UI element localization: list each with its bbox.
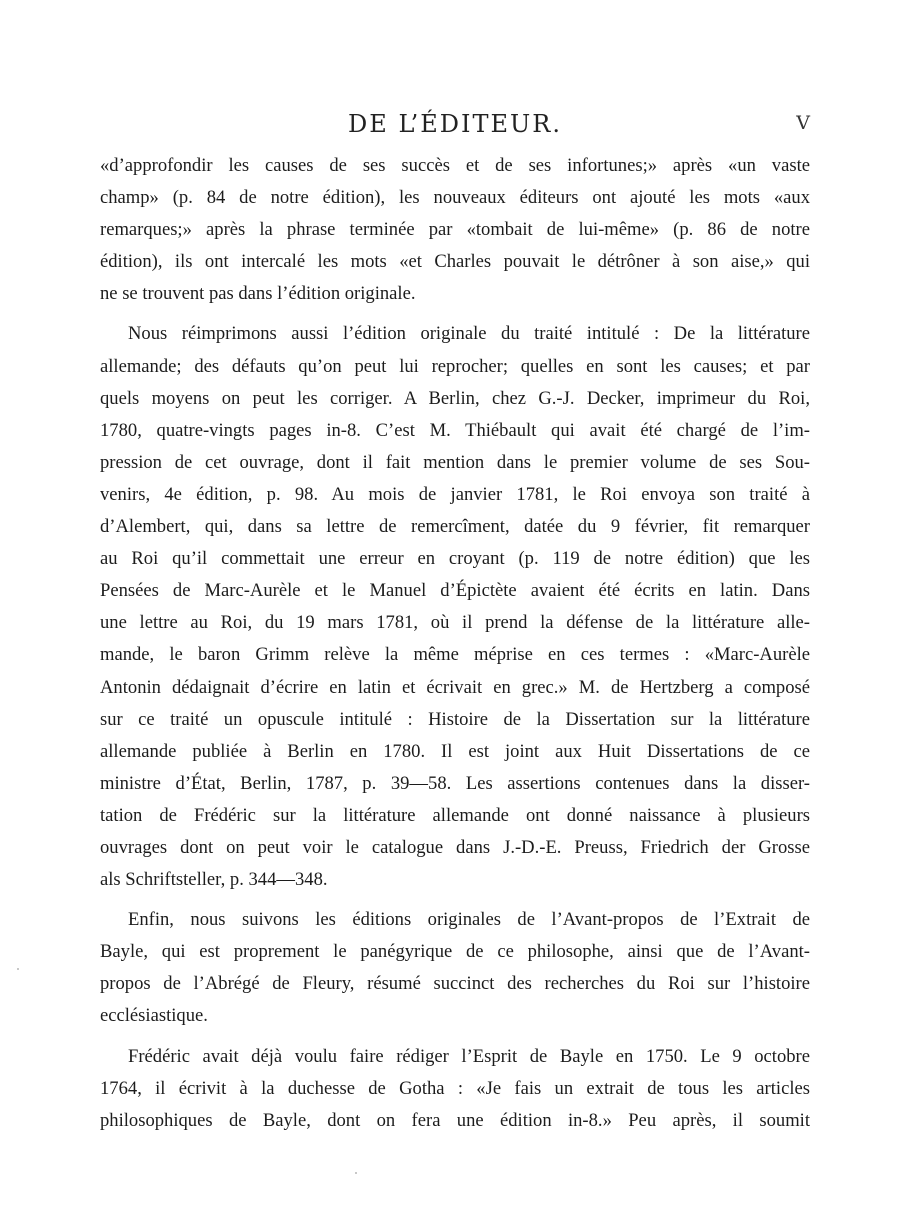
text-line: 1780, quatre-vingts pages in-8. C’est M. Thiébault qui avait été chargé de l’im- — [100, 419, 810, 441]
text-line: Pensées de Marc-Aurèle et le Manuel d’Épictète avaient été écrits en latin. Dans — [100, 580, 810, 602]
text-line: au Roi qu’il commettait une erreur en croyant (p. 119 de notre édition) que les — [100, 548, 810, 570]
text-line: une lettre au Roi, du 19 mars 1781, où il prend la défense de la littérature alle- — [100, 612, 810, 634]
text-line: quels moyens on peut les corriger. A Berlin, chez G.-J. Decker, imprimeur du Roi, — [100, 387, 810, 409]
text-line: allemande publiée à Berlin en 1780. Il est joint aux Huit Dissertations de ce — [100, 740, 810, 762]
margin-speck — [17, 968, 19, 970]
text-line: 1764, il écrivit à la duchesse de Gotha : «Je fais un extrait de tous les articles — [100, 1077, 810, 1099]
text-line: allemande; des défauts qu’on peut lui reprocher; quelles en sont les causes; et par — [100, 355, 810, 377]
text-line: venirs, 4e édition, p. 98. Au mois de janvier 1781, le Roi envoya son traité à — [100, 483, 810, 505]
paragraph — [100, 150, 810, 310]
text-line: Nous réimprimons aussi l’édition originale du traité intitulé : De la littérature — [128, 323, 810, 345]
text-line: Frédéric avait déjà voulu faire rédiger l’Esprit de Bayle en 1750. Le 9 octobre — [128, 1045, 810, 1067]
text-line: ne se trouvent pas dans l’édition originale. — [100, 283, 416, 305]
text-line: Bayle, qui est proprement le panégyrique de ce philosophe, ainsi que de l’Avant- — [100, 941, 810, 963]
text-line: ministre d’État, Berlin, 1787, p. 39—58. Les assertions contenues dans la disser- — [100, 772, 810, 794]
running-head: DE L’ÉDITEUR. — [348, 110, 562, 138]
text-line: «d’approfondir les causes de ses succès et de ses infortunes;» après «un vaste — [100, 155, 810, 176]
text-line: Enfin, nous suivons les éditions originales de l’Avant-propos de l’Extrait de — [128, 909, 810, 931]
body-text — [100, 150, 810, 1137]
page-number: V — [796, 112, 810, 134]
text-line: ecclésiastique. — [100, 1005, 208, 1027]
text-line: tation de Frédéric sur la littérature allemande ont donné naissance à plusieurs — [100, 804, 810, 826]
text-line: sur ce traité un opuscule intitulé : Histoire de la Dissertation sur la littérature — [100, 708, 810, 730]
paragraph — [100, 318, 810, 896]
paragraph — [100, 904, 810, 1032]
text-line: ouvrages dont on peut voir le catalogue dans J.-D.-E. Preuss, Friedrich der Grosse — [100, 836, 810, 858]
text-line: édition), ils ont intercalé les mots «et Charles pouvait le détrôner à son aise,» qui — [100, 251, 810, 273]
text-line: remarques;» après la phrase terminée par «tombait de lui-même» (p. 86 de notre — [100, 219, 810, 241]
text-line: mande, le baron Grimm relève la même méprise en ces termes : «Marc-Aurèle — [100, 644, 810, 666]
text-line: Antonin dédaignait d’écrire en latin et écrivait en grec.» M. de Hertzberg a composé — [100, 676, 810, 698]
text-line: pression de cet ouvrage, dont il fait mention dans le premier volume de ses Sou- — [100, 451, 810, 473]
text-line: d’Alembert, qui, dans sa lettre de remercîment, datée du 9 février, fit remarquer — [100, 516, 810, 538]
text-line: champ» (p. 84 de notre édition), les nouveaux éditeurs ont ajouté les mots «aux — [100, 187, 810, 209]
text-line: philosophiques de Bayle, dont on fera une édition in-8.» Peu après, il soumit — [100, 1109, 810, 1131]
margin-speck — [355, 1172, 357, 1174]
text-line: als Schriftsteller, p. 344—348. — [100, 869, 328, 891]
paragraph — [100, 1041, 810, 1137]
page-header — [100, 110, 810, 142]
text-line: propos de l’Abrégé de Fleury, résumé succinct des recherches du Roi sur l’histoire — [100, 973, 810, 995]
